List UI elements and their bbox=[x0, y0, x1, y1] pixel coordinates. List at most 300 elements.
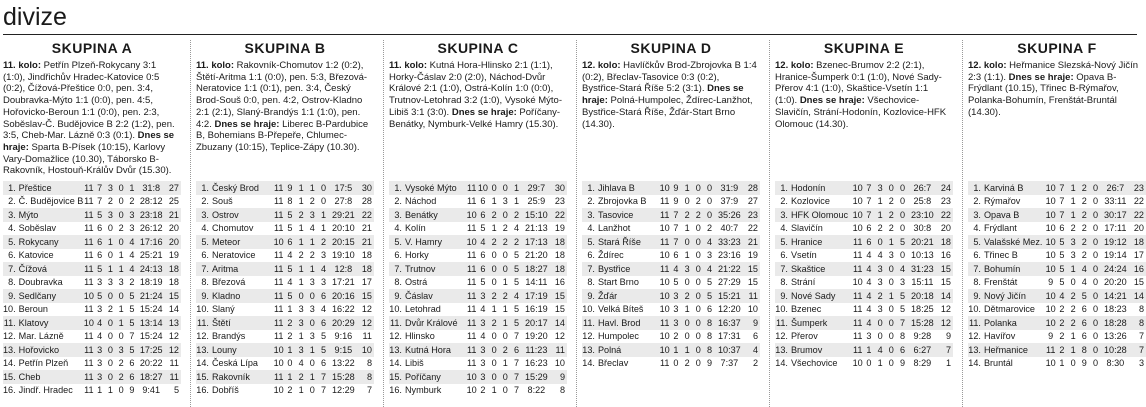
played: 10 bbox=[1045, 236, 1056, 247]
played: 10 bbox=[1045, 223, 1056, 234]
draws: 1 bbox=[296, 262, 307, 276]
played: 11 bbox=[84, 209, 94, 220]
draws: 2 bbox=[1068, 289, 1079, 303]
score: 40:7 bbox=[720, 223, 739, 234]
wins: 3 bbox=[97, 358, 103, 369]
draws: 1 bbox=[1070, 331, 1076, 342]
wins: 9 bbox=[284, 181, 295, 195]
rank: 1. bbox=[775, 181, 791, 195]
today: Liberec B-Pardubice B, Bohemians B-Přepeře, Chlumec-Zbuzany (10:15), Teplice-Zápy (10.30). bbox=[196, 118, 369, 153]
points: 8 bbox=[366, 358, 372, 369]
pen-wins: 6 bbox=[1079, 316, 1090, 330]
pen-wins: 2 bbox=[1079, 181, 1090, 195]
points: 22 bbox=[1130, 208, 1146, 222]
wins: 0 bbox=[287, 358, 293, 369]
played: 10 bbox=[659, 344, 670, 355]
score: 15:24 bbox=[139, 304, 163, 315]
points: 3 bbox=[1138, 358, 1144, 369]
score: 15:21 bbox=[715, 289, 744, 303]
team-name: Všechovice bbox=[790, 358, 838, 369]
draws: 1 bbox=[684, 250, 690, 261]
group-column bbox=[968, 40, 1146, 407]
wins: 4 bbox=[670, 262, 681, 276]
table-row bbox=[3, 208, 181, 222]
pen-wins: 2 bbox=[1079, 235, 1090, 249]
group-column bbox=[389, 40, 567, 407]
team-name: Kutná Hora bbox=[405, 343, 466, 357]
pen-wins: 2 bbox=[116, 370, 127, 384]
losses: 9 bbox=[706, 358, 713, 369]
team-name: Cheb bbox=[19, 370, 84, 384]
points: 15 bbox=[747, 277, 758, 288]
played: 11 bbox=[466, 277, 477, 288]
team-name: Frýdlant bbox=[983, 223, 1017, 234]
played: 10 bbox=[273, 358, 284, 369]
losses: 7 bbox=[513, 358, 520, 369]
played: 11 bbox=[466, 182, 477, 193]
points: 17 bbox=[361, 277, 372, 288]
played: 11 bbox=[84, 304, 94, 315]
table-row bbox=[3, 181, 181, 195]
rank: 7. bbox=[582, 262, 598, 276]
pen-wins: 2 bbox=[1081, 250, 1087, 261]
wins: 7 bbox=[94, 181, 105, 195]
rank: 5. bbox=[196, 235, 212, 249]
played: 11 bbox=[84, 371, 94, 382]
draws: 1 bbox=[682, 343, 693, 357]
rank: 12. bbox=[389, 331, 402, 342]
pen-wins: 0 bbox=[118, 385, 124, 396]
score: 15:10 bbox=[522, 208, 551, 222]
draws: 3 bbox=[296, 343, 307, 357]
played: 11 bbox=[659, 209, 670, 220]
losses: 0 bbox=[1092, 358, 1099, 369]
draws: 0 bbox=[107, 223, 113, 234]
played: 10 bbox=[852, 182, 863, 193]
played: 11 bbox=[84, 236, 94, 247]
points: 15 bbox=[165, 289, 181, 303]
points: 20 bbox=[940, 223, 951, 234]
team-name: Přeštice bbox=[19, 181, 84, 195]
played: 10 bbox=[852, 277, 863, 288]
losses: 4 bbox=[511, 289, 522, 303]
points: 19 bbox=[747, 250, 758, 261]
rank: 6. bbox=[973, 250, 981, 261]
points: 21 bbox=[358, 235, 374, 249]
wins: 6 bbox=[97, 223, 103, 234]
points: 8 bbox=[1130, 316, 1146, 330]
results: Rakovník-Chomutov 1:2 (0:2), Štětí-Aritma 1:1 (0:0), pen. 5:3, Březová-Neratovice 1:1 (0:1), pen. 3:4, Český Brod-Souš 0:0, pen. 4:2, Ostrov-Kladno 2:1 (2:1), Slaný-Brandýs 1:1 (1:0), pen. 4:2. bbox=[196, 60, 368, 130]
wins: 1 bbox=[1059, 358, 1065, 369]
group-title: SKUPINA F bbox=[1017, 40, 1097, 56]
points: 21 bbox=[361, 223, 372, 234]
wins: 4 bbox=[287, 277, 293, 288]
table-row bbox=[775, 330, 953, 344]
group-column bbox=[3, 40, 181, 407]
wins: 2 bbox=[1059, 304, 1065, 315]
table-row bbox=[3, 276, 181, 290]
draws: 2 bbox=[489, 316, 500, 330]
wins: 6 bbox=[94, 235, 105, 249]
table-row bbox=[775, 276, 953, 290]
played: 11 bbox=[852, 236, 863, 247]
losses: 4 bbox=[127, 262, 138, 276]
draws: 1 bbox=[491, 385, 497, 396]
table-row bbox=[582, 316, 760, 330]
draws: 1 bbox=[684, 223, 690, 234]
losses: 2 bbox=[706, 223, 713, 234]
rank: 12. bbox=[968, 331, 981, 342]
score: 35:26 bbox=[715, 208, 744, 222]
wins: 7 bbox=[863, 208, 874, 222]
draws: 0 bbox=[107, 250, 113, 261]
rank: 16. bbox=[196, 385, 209, 396]
team-name: Mar. Lázně bbox=[18, 331, 64, 342]
played: 11 bbox=[273, 331, 284, 342]
losses: 4 bbox=[704, 262, 715, 276]
played: 10 bbox=[659, 223, 670, 234]
wins: 6 bbox=[97, 250, 103, 261]
pen-wins: 1 bbox=[116, 316, 127, 330]
score: 29:21 bbox=[329, 208, 358, 222]
team-name: Čáslav bbox=[405, 289, 466, 303]
team-name: Nové Sady bbox=[791, 289, 852, 303]
rank: 11. bbox=[582, 316, 598, 330]
points: 8 bbox=[1138, 304, 1144, 315]
wins: 3 bbox=[477, 316, 488, 330]
rank: 14. bbox=[389, 358, 402, 369]
team-name: Rýmařov bbox=[983, 196, 1021, 207]
rank: 13. bbox=[389, 343, 405, 357]
points: 18 bbox=[361, 250, 372, 261]
points: 2 bbox=[752, 358, 758, 369]
points: 13 bbox=[165, 316, 181, 330]
pen-wins: 1 bbox=[118, 250, 124, 261]
draws: 3 bbox=[877, 277, 883, 288]
pen-wins: 0 bbox=[695, 358, 701, 369]
team-name: Břeclav bbox=[597, 358, 629, 369]
group-column bbox=[582, 40, 760, 407]
standings-table bbox=[196, 181, 374, 397]
table-row bbox=[582, 195, 760, 209]
wins: 4 bbox=[97, 331, 103, 342]
points: 12 bbox=[937, 316, 953, 330]
draws: 3 bbox=[105, 181, 116, 195]
rank: 5. bbox=[968, 235, 984, 249]
round-results bbox=[582, 60, 758, 130]
standings-table bbox=[582, 181, 760, 370]
losses: 4 bbox=[513, 223, 520, 234]
column-divider bbox=[962, 40, 963, 407]
table-row bbox=[775, 249, 953, 263]
rank: 1. bbox=[968, 181, 984, 195]
score: 18:27 bbox=[522, 262, 551, 276]
score: 9:16 bbox=[334, 331, 353, 342]
team-name: Libiš bbox=[404, 358, 424, 369]
table-row bbox=[389, 370, 567, 384]
wins: 7 bbox=[673, 223, 679, 234]
standings-table bbox=[968, 181, 1146, 370]
played: 11 bbox=[659, 263, 670, 274]
points: 15 bbox=[358, 289, 374, 303]
score: 15:28 bbox=[329, 370, 358, 384]
round-label: 11. kolo: bbox=[3, 60, 42, 71]
wins: 6 bbox=[866, 223, 872, 234]
team-name: Ostrov bbox=[212, 208, 273, 222]
draws: 1 bbox=[491, 196, 497, 207]
team-name: Brandýs bbox=[211, 331, 246, 342]
draws: 1 bbox=[107, 385, 113, 396]
pen-wins: 0 bbox=[693, 343, 704, 357]
pen-wins: 0 bbox=[116, 235, 127, 249]
wins: 4 bbox=[1056, 289, 1067, 303]
column-divider bbox=[190, 40, 191, 407]
draws: 1 bbox=[298, 196, 304, 207]
score: 6:27 bbox=[908, 343, 937, 357]
score: 9:15 bbox=[329, 343, 358, 357]
score: 12:20 bbox=[717, 304, 741, 315]
team-name: Beroun bbox=[18, 304, 48, 315]
points: 21 bbox=[744, 235, 760, 249]
wins: 5 bbox=[94, 262, 105, 276]
losses: 5 bbox=[127, 316, 138, 330]
wins: 5 bbox=[1059, 250, 1065, 261]
table-row bbox=[968, 208, 1146, 222]
points: 1 bbox=[945, 358, 951, 369]
points: 18 bbox=[1130, 235, 1146, 249]
losses: 0 bbox=[1090, 316, 1101, 330]
table-row bbox=[582, 262, 760, 276]
team-name: Soběslav bbox=[18, 223, 57, 234]
today: Sparta B-Písek (10:15), Karlovy Vary-Domažlice (10.30), Táborsko B-Rakovník, Hostouň-Králův Dvůr (15.30). bbox=[3, 141, 172, 177]
losses: 5 bbox=[897, 235, 908, 249]
draws: 1 bbox=[105, 235, 116, 249]
table-row bbox=[968, 343, 1146, 357]
team-name: V. Hamry bbox=[405, 235, 466, 249]
pen-wins: 2 bbox=[500, 343, 511, 357]
losses: 0 bbox=[1090, 289, 1101, 303]
pen-wins: 2 bbox=[500, 289, 511, 303]
played: 10 bbox=[659, 182, 670, 193]
table-row bbox=[968, 222, 1146, 236]
table-row bbox=[389, 289, 567, 303]
score: 25:8 bbox=[913, 196, 932, 207]
played: 11 bbox=[1045, 344, 1056, 355]
team-name: Čížová bbox=[19, 262, 84, 276]
wins: 7 bbox=[866, 196, 872, 207]
losses: 1 bbox=[513, 196, 520, 207]
losses: 2 bbox=[129, 196, 135, 207]
losses: 0 bbox=[1092, 304, 1099, 315]
rank: 13. bbox=[775, 343, 791, 357]
score: 19:20 bbox=[524, 331, 548, 342]
pen-wins: 2 bbox=[695, 196, 701, 207]
rank: 12. bbox=[582, 331, 595, 342]
score: 16:22 bbox=[331, 304, 355, 315]
team-name: Žďár bbox=[598, 289, 659, 303]
results: Petřín Plzeň-Rokycany 3:1 (1:0), Jindřichův Hradec-Katovice 0:5 (0:2), Čížová-Přeštice 0:0, pen. 3:4, Doubravka-Mýto 1:1 (0:0), pen. 4:5, Hořovicko-Beroun 1:1 (0:0), pen. 2:3, Soběslav-Č. Budějovice B 2:2 (1:2), pen. 3:5, Cheb-Mar. Lázně 0:3 (0:1). bbox=[3, 60, 175, 142]
draws: 0 bbox=[489, 343, 500, 357]
played: 11 bbox=[466, 196, 477, 207]
losses: 0 bbox=[897, 208, 908, 222]
score: 30:17 bbox=[1101, 208, 1130, 222]
draws: 0 bbox=[875, 316, 886, 330]
points: 18 bbox=[937, 235, 953, 249]
table-row bbox=[582, 357, 760, 371]
rank: 9. bbox=[389, 289, 405, 303]
score: 9:28 bbox=[913, 331, 932, 342]
pen-wins: 0 bbox=[886, 316, 897, 330]
draws: 3 bbox=[875, 181, 886, 195]
table-row bbox=[196, 181, 374, 195]
wins: 6 bbox=[284, 235, 295, 249]
points: 18 bbox=[168, 277, 179, 288]
score: 17:13 bbox=[522, 235, 551, 249]
draws: 2 bbox=[107, 196, 113, 207]
draws: 1 bbox=[298, 277, 304, 288]
wins: 7 bbox=[1059, 196, 1065, 207]
team-name: Benátky bbox=[405, 208, 466, 222]
losses: 2 bbox=[129, 277, 135, 288]
score: 17:25 bbox=[137, 343, 165, 357]
today: Opava B-Frýdlant (10.15), Třinec B-Rýmařov, Polanka-Bohumín, Frenštát-Bruntál (14.30). bbox=[968, 71, 1119, 118]
team-name: Souš bbox=[211, 196, 233, 207]
points: 9 bbox=[551, 370, 567, 384]
draws: 2 bbox=[1068, 316, 1079, 330]
losses: 0 bbox=[899, 223, 906, 234]
table-row bbox=[775, 181, 953, 195]
rank: 10. bbox=[3, 304, 16, 315]
team-name: Český Brod bbox=[212, 181, 273, 195]
column-divider bbox=[383, 40, 384, 407]
draws: 2 bbox=[682, 208, 693, 222]
table-row bbox=[196, 330, 374, 344]
table-row bbox=[582, 343, 760, 357]
played: 9 bbox=[1048, 277, 1054, 288]
draws: 0 bbox=[684, 196, 690, 207]
losses: 3 bbox=[129, 223, 135, 234]
played: 11 bbox=[852, 317, 863, 328]
draws: 2 bbox=[1070, 223, 1076, 234]
score: 18:27 bbox=[137, 370, 165, 384]
table-row bbox=[196, 235, 374, 249]
wins: 4 bbox=[866, 304, 872, 315]
pen-wins: 5 bbox=[1079, 289, 1090, 303]
wins: 5 bbox=[1059, 277, 1065, 288]
rank: 15. bbox=[389, 370, 405, 384]
wins: 7 bbox=[97, 196, 103, 207]
score: 29:7 bbox=[522, 181, 551, 195]
losses: 0 bbox=[1090, 208, 1101, 222]
draws: 1 bbox=[296, 181, 307, 195]
rank: 14. bbox=[968, 358, 981, 369]
pen-wins: 0 bbox=[886, 181, 897, 195]
table-row bbox=[196, 343, 374, 357]
draws: 4 bbox=[877, 250, 883, 261]
points: 15 bbox=[554, 304, 565, 315]
points: 22 bbox=[358, 208, 374, 222]
results: Heřmanice Slezská-Nový Jičín 2:3 (1:1). bbox=[968, 60, 1139, 83]
score: 10:37 bbox=[715, 343, 744, 357]
wins: 3 bbox=[97, 304, 103, 315]
table-row bbox=[3, 289, 181, 303]
draws: 0 bbox=[877, 331, 883, 342]
team-name: Kolín bbox=[404, 223, 426, 234]
losses: 4 bbox=[704, 235, 715, 249]
rank: 16. bbox=[389, 385, 402, 396]
losses: 6 bbox=[318, 289, 329, 303]
losses: 0 bbox=[704, 208, 715, 222]
pen-wins: 0 bbox=[500, 181, 511, 195]
table-row bbox=[775, 357, 953, 371]
table-row bbox=[3, 316, 181, 330]
pen-wins: 0 bbox=[695, 250, 701, 261]
pen-wins: 2 bbox=[502, 223, 508, 234]
rank: 12. bbox=[196, 331, 209, 342]
pen-wins: 1 bbox=[500, 316, 511, 330]
rank: 3. bbox=[389, 208, 405, 222]
rank: 7. bbox=[3, 262, 19, 276]
wins: 8 bbox=[287, 196, 293, 207]
group-title: SKUPINA B bbox=[244, 40, 326, 56]
played: 10 bbox=[1045, 196, 1056, 207]
team-name: Bzenec bbox=[790, 304, 822, 315]
rank: 9. bbox=[775, 289, 791, 303]
score: 37:9 bbox=[720, 196, 739, 207]
losses: 5 bbox=[129, 304, 135, 315]
pen-wins: 0 bbox=[309, 358, 315, 369]
score: 30:8 bbox=[913, 223, 932, 234]
wins: 3 bbox=[94, 343, 105, 357]
wins: 10 bbox=[477, 182, 488, 193]
rank: 2. bbox=[973, 196, 981, 207]
draws: 2 bbox=[296, 370, 307, 384]
team-name: Heřmanice bbox=[984, 343, 1045, 357]
played: 10 bbox=[852, 223, 863, 234]
wins: 1 bbox=[97, 385, 103, 396]
losses: 0 bbox=[318, 181, 329, 195]
round-label: 11. kolo: bbox=[196, 60, 235, 71]
played: 11 bbox=[273, 223, 284, 234]
table-row bbox=[3, 249, 181, 263]
rank: 11. bbox=[968, 316, 984, 330]
score: 8:29 bbox=[913, 358, 932, 369]
pen-wins: 2 bbox=[693, 208, 704, 222]
team-name: Skaštice bbox=[791, 262, 852, 276]
table-row bbox=[582, 303, 760, 317]
losses: 5 bbox=[320, 331, 327, 342]
points: 22 bbox=[747, 223, 758, 234]
rank: 2. bbox=[201, 196, 209, 207]
played: 10 bbox=[852, 196, 863, 207]
team-name: Petřín Plzeň bbox=[18, 358, 69, 369]
pen-wins: 2 bbox=[500, 235, 511, 249]
losses: 5 bbox=[513, 250, 520, 261]
score: 11:23 bbox=[522, 343, 551, 357]
losses: 0 bbox=[1092, 277, 1099, 288]
points: 23 bbox=[554, 196, 565, 207]
points: 23 bbox=[940, 196, 951, 207]
draws: 2 bbox=[1070, 304, 1076, 315]
played: 11 bbox=[84, 182, 94, 193]
draws: 1 bbox=[1068, 343, 1079, 357]
played: 11 bbox=[852, 331, 863, 342]
table-row bbox=[968, 262, 1146, 276]
pen-wins: 1 bbox=[307, 181, 318, 195]
wins: 5 bbox=[284, 262, 295, 276]
rank: 5. bbox=[389, 235, 405, 249]
losses: 3 bbox=[127, 208, 138, 222]
